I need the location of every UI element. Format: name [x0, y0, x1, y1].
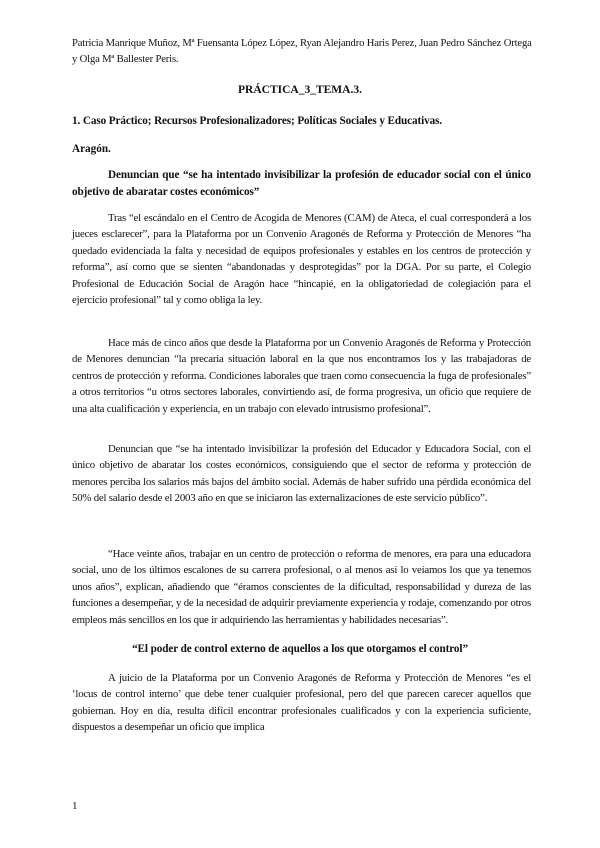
- paragraph: Hace más de cinco años que desde la Plataforma por un Convenio Aragonés de Reforma y Protección de Menores denuncian “la precaria situación laboral en la que nos encontramos los y las trabajadoras de centros de protección y reforma. Condiciones laborales que traen como consecuencia la fuga de profesionales” a otros territorios “u otros sectores laborales, convirtiendo así, de forma progresiva, un oficio que requiere de una alta cualificación y experiencia, en un trabajo con elevado intrusismo profesional”.: [72, 337, 531, 415]
- paragraph: Denuncian que “se ha intentado invisibilizar la profesión del Educador y Educadora Social, con el único objetivo de abaratar los costes económicos, consiguiendo que el sector de reforma y protección de menores perciba los salarios más bajos del ámbito social. Además de haber sufrido una pérdida económica del 50% del salario desde el 2003 año en que se iniciaron las externalizaciones de este servicio público”.: [72, 443, 531, 505]
- paragraph: “Hace veinte años, trabajar en un centro de protección o reforma de menores, era para una educadora social, uno de los últimos escalones de su carrera profesional, o al menos así lo veíamos los que ya tenemos unos años”, explican, añadiendo que “éramos conscientes de la dificultad, responsabilidad y dureza de las funciones a desempeñar, y de la necesidad de adquirir previamente experiencia y rodaje, comenzando por otros empleos más sencillos en los que ir adquiriendo las herramientas y habilidades necesarias”.: [72, 548, 531, 626]
- paragraph: A juicio de la Plataforma por un Convenio Aragonés de Reforma y Protección de Menores “es el ‘locus de control interno’ que debe tener cualquier profesional, pero del que parecen carecer aquellos que gobiernan. Hoy en día, resulta difícil encontrar profesionales cualificados y con la experiencia suficiente, dispuestos a desempeñar un oficio que implica: [72, 672, 531, 734]
- region-heading: Aragón.: [72, 143, 111, 155]
- section-heading: 1. Caso Práctico; Recursos Profesionalizadores; Políticas Sociales y Educativas.: [72, 115, 443, 127]
- page-number: 1: [72, 800, 78, 812]
- paragraph: Tras “el escándalo en el Centro de Acogida de Menores (CAM) de Ateca, el cual corresponderá a los jueces esclarecer”, para la Plataforma por un Convenio Aragonés de Reforma y Protección de Menores “ha quedado evidenciada la falta y necesidad de equipos profesionales y estables en los centros de protección y reforma”, así como que se sienten “abandonadas y desprotegidas” por la DGA. Por su parte, el Colegio Profesional de Educación Social de Aragón hace “hincapié, en la obligatoriedad de colegiación para el ejercicio profesional” tal y como obliga la ley.: [72, 212, 531, 307]
- quote-heading: “El poder de control externo de aquellos a los que otorgamos el control”: [132, 643, 468, 655]
- document-title: PRÁCTICA_3_TEMA.3.: [238, 84, 362, 96]
- article-headline: Denuncian que “se ha intentado invisibilizar la profesión de educador social con el único objetivo de abaratar costes económicos”: [72, 169, 531, 198]
- author-list: Patricia Manrique Muñoz, Mª Fuensanta López López, Ryan Alejandro Haris Perez, Juan Pedro Sánchez Ortega y Olga Mª Ballester Peris.: [72, 38, 532, 65]
